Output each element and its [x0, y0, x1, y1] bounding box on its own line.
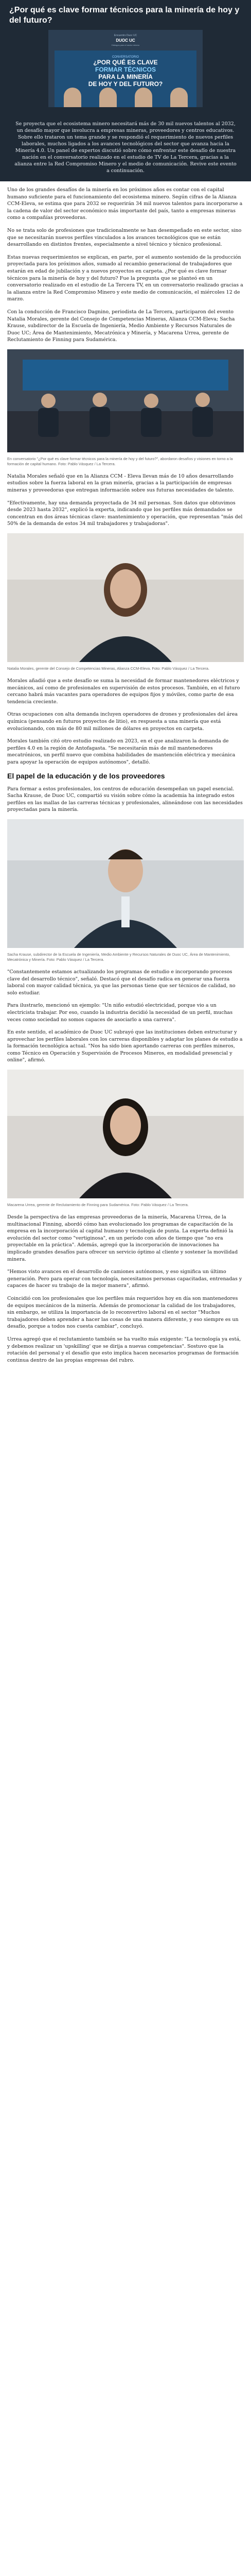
paragraph: Otras ocupaciones con alta demanda incluyen operadores de drones y profesionales del área química (pensando en futuros proyectos de litio), en respuesta a una minería que está evolucionando, con más de 80 mil millones de dólares en proyectos en carpeta. — [7, 711, 238, 732]
banner-date: Diálogos para el sector minero — [111, 44, 140, 46]
paragraph: No se trata solo de profesiones que tradicionalmente se han desempeñado en este sector, sino que se necesitarán nuevos perfiles vinculados a los avances tecnológicos que se están desarrollando en distintos frentes, especialmente a nivel técnico y técnico profesional. — [7, 227, 242, 248]
section-heading: El papel de la educación y de los proveedores — [7, 771, 165, 780]
photo-caption: Natalia Morales, gerente del Consejo de Competencias Mineras, Alianza CCM-Eleva. Foto: Pablo Vásquez / La Tercera. — [7, 666, 209, 671]
morales-photo — [7, 533, 244, 662]
figure-panel — [7, 349, 244, 467]
figure-krause — [7, 819, 244, 962]
panelists-illustration — [55, 86, 196, 107]
figure-urrea — [7, 1070, 244, 1208]
paragraph: Morales añadió que a este desafío se suma la necesidad de formar mantenedores eléctricos y mecánicos, así como de profesionales en supervisión de estos procesos. También, en el futuro cercano habrá más vacantes para operadores de equipos fijos y móviles, como parte de esa tendencia creciente. — [7, 678, 240, 705]
banner-line-2: FORMAR TÉCNICOS — [95, 66, 156, 73]
article-title: ¿Por qué es clave formar técnicos para la minería de hoy y del futuro? — [9, 6, 240, 25]
banner-line-4: DE HOY Y DEL FUTURO? — [88, 80, 163, 88]
paragraph: Estas nuevas requerimientos se explican, en parte, por el aumento sostenido de la producción proyectada para los próximos años, sumado al recambio generacional de trabajadores que estarán en edad de jubilación y a nuevos proyectos en carpeta. ¿Por qué es clave formar técnicos para la minería de hoy y del futuro? Fue la pregunta que se planteó en un conversatorio realizado en el estudio de La Tercera TV, en un conversatorio realizado gracias a la alianza entre la Red Compromiso Minero y este medio de comunicación, el miércoles 12 de marzo. — [7, 254, 243, 302]
figure-morales — [7, 533, 244, 671]
panel-photo — [7, 349, 244, 452]
paragraph: Urrea agregó que el reclutamiento también se ha vuelto más exigente: "La tecnología ya está, y debemos realizar un 'upskilling' que se dirija a nuevas competencias". Sostuvo que la rotación del personal y el desafío que esto implica hacen necesarios programas de formación continua dentro de las propias empresas del rubro. — [7, 1336, 241, 1363]
photo-caption: En conversatorio "¿Por qué es clave formar técnicos para la minería de hoy y del futuro?", abordaron desafíos y visiones en torno a la formación de capital humano. Foto: Pablo Vásquez / La Tercera. — [7, 456, 233, 466]
event-banner-image — [48, 30, 203, 107]
photo-caption: Sacha Krause, subdirector de la Escuela de Ingeniería, Medio Ambiente y Recursos Naturales de Duoc UC, Área de Mantenimiento, Mecatrónica y Minería. Foto: Pablo Vásquez / La Tercera. — [7, 952, 230, 962]
photo-caption: Macarena Urrea, gerente de Reclutamiento de Finning para Sudamérica. Foto: Pablo Vásquez / La Tercera. — [7, 1202, 189, 1208]
paragraph: Desde la perspectiva de las empresas proveedoras de la minería, Macarena Urrea, de la multinacional Finning, abordó cómo han evolucionado los programas de capacitación de la empresa en la incorporación al capital humano y tecnología de punta. La experta definió la evolución del sector como "vertiginosa", en un período con años de tiempo que "no era proyectable en la práctica". Además, agregó que la incorporación de innovaciones ha implicado grandes desafíos para ofrecer un servicio óptimo al cliente y sostener la movilidad minera. — [7, 1214, 238, 1262]
banner-kicker: CONVERSATORIO — [112, 56, 139, 59]
paragraph: Coincidió con los profesionales que los perfiles más requeridos hoy en día son mantenedores de equipos mecánicos de la minería. Además de promocionar la calidad de los trabajadores, sin embargo, se utiliza la importancia de lo reconvertivo laboral en el sector "Muchos trabajadores deben aprender a hacer las cosas de una manera diferente, y eso siempre es un desafío, porque a todos nos cuesta cambiar", concluyó. — [7, 1296, 239, 1330]
banner-headline — [55, 59, 196, 88]
krause-photo — [7, 819, 244, 948]
banner-top-label: Encuentro Duoc UC — [114, 34, 137, 37]
paragraph: Para formar a estos profesionales, los centros de educación desempeñan un papel esencial. Sacha Krause, de Duoc UC, compartió su visión sobre cómo la academia ha integrado estos perfiles en las mallas de las carreras técnicas y profesionales, alineándose con las necesidades proyectadas para la minería. — [7, 786, 243, 813]
paragraph: "Efectivamente, hay una demanda proyectada de 34 mil personas. Son datos que obtuvimos desde 2023 hasta 2032", explicó la experta, indicando que los perfiles más demandados se concentran en dos áreas técnicas clave: mantenimiento y operación, que representan "más del 50% de la demanda de estos 34 mil trabajadores y trabajadoras". — [7, 500, 243, 527]
article-lead: Se proyecta que el ecosistema minero necesitará más de 30 mil nuevos talentos al 2032, un desafío mayor que involucra a empresas mineras, proveedores y centros educativos. Sobre ello trataron un tema grande y se respondió el requerimiento de nuevos perfiles laborales, muchos ligados a los avances tecnológicos del sector que avanza hacia la Minería 4.0. Un panel de expertos discutió sobre cómo enfrentar este desafío de nuestra nación en el conversatorio realizado en el estudio de TV de La Tercera, gracias a la alianza entre la Red Compromiso Minero y el medio de comunicación. Revive este evento a continuación. — [0, 115, 251, 181]
paragraph: Morales también citó otro estudio realizado en 2023, en el que analizaron la demanda de perfiles 4.0 en la región de Antofagasta. "Se necesitarán más de mil mantenedores mecatrónicos, un perfil nuevo que combina habilidades de mantención eléctrica y mecánica para apoyar la operación de equipos autónomos", detalló. — [7, 738, 236, 765]
paragraph: Natalia Morales señaló que en la Alianza CCM - Eleva llevan más de 10 años desarrollando estudios sobre la fuerza laboral en la gran minería, gracias a la participación de empresas mineras y proveedoras que entregan información sobre sus futuras necesidades de talento. — [7, 473, 235, 494]
article-body — [0, 181, 251, 1364]
banner-panel — [55, 50, 196, 107]
paragraph: Para ilustrarlo, mencionó un ejemplo: "Un niño estudió electricidad, porque vio a un electricista trabajar. Por eso, cuando la industria decidió la necesidad de un perfil, muchas veces como sociedad no somos capaces de asociarlo a una carrera". — [7, 1003, 233, 1023]
urrea-photo — [7, 1070, 244, 1198]
banner-line-1: ¿POR QUÉ ES CLAVE — [93, 59, 158, 66]
banner-brand: DUOC UC — [116, 38, 135, 43]
paragraph: "Hemos visto avances en el desarrollo de camiones autónomos, y eso significa un último generación. Pero para operar con tecnología, necesitamos personas capacitadas, entrenadas y capaces de hacer su trabajo de la mejor manera", afirmó. — [7, 1269, 242, 1289]
banner-line-3: PARA LA MINERÍA — [98, 73, 153, 80]
article-header — [0, 0, 251, 115]
paragraph: Con la conducción de Francisco Dagnino, periodista de La Tercera, participaron del evento Natalia Morales, gerente del Consejo de Competencias Mineras, Alianza CCM-Eleva; Sacha Krause, subdirector de la Escuela de Ingeniería, Medio Ambiente y Recursos Naturales de Duoc UC; Área de Mantenimiento, Mecatrónica y Minería, y Macarena Urrea, gerente de Reclutamiento de Finning para Sudamérica. — [7, 309, 235, 343]
paragraph: En este sentido, el académico de Duoc UC subrayó que las instituciones deben estructurar y aprovechar los perfiles laborales con los carreras disponibles y adaptar los planes de estudio a la formación tecnológica actual. "Nos ha sido bien aportando carreras con perfiles mineros, como Técnico en Operación y Supervisión de Procesos Mineros, en modalidad presencial y online", afirmó. — [7, 1029, 243, 1063]
paragraph: Uno de los grandes desafíos de la minería en los próximos años es contar con el capital humano suficiente para el funcionamiento del ecosistema minero. Según cifras de la Alianza CCM-Eleva, se estima que para 2032 se requerirán 34 mil nuevos talentos para incorporarse a la cadena de valor del sector económico más importante del país, tanto a empresas mineras como a compañías proveedoras. — [7, 187, 243, 221]
paragraph: "Constantemente estamos actualizando los programas de estudio e incorporando procesos clave del desarrollo técnico", señaló. Destacó que el desafío radica en generar una fuerza laboral con mayor calidad técnica, ya que las personas tiene que ser técnicos de calidad, no solo estudiar. — [7, 969, 236, 996]
